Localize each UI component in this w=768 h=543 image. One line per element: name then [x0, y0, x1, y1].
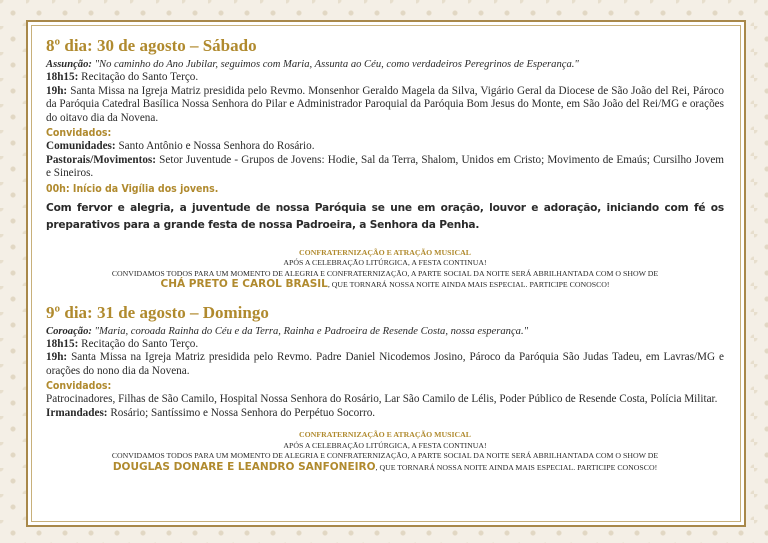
- day-9-rosary: [46, 338, 724, 352]
- day-9-theme: [46, 325, 724, 338]
- day-8-pastorals-text: Setor Juventude - Grupos de Jovens: Hodie, Sal da Terra, Shalom, Unidos em Cristo; Movimento de Emaús; Cursilho Jovem e Sineiros.: [46, 153, 724, 179]
- day-9-guests: Patrocinadores, Filhas de São Camilo, Hospital Nossa Senhora do Rosário, Lar São Camilo de Lélis, Poder Público de Resende Costa, Polícia Militar.: [46, 393, 718, 405]
- day-9-title: 9º dia: 31 de agosto – Domingo: [46, 302, 269, 322]
- day-8-youth-paragraph: Com fervor e alegria, a juventude de nossa Paróquia se une em oração, louvor e adoração, iniciando com fé os preparativos para a grande festa de nossa Padroeira, a Senhora da Penha.: [46, 201, 724, 231]
- day-9-brotherhoods: [46, 407, 724, 421]
- confraternization-1-line2: CONVIDAMOS TODOS PARA UM MOMENTO DE ALEGRIA E CONFRATERNIZAÇÃO, A PARTE SOCIAL DA NOITE SERÁ ABRILHANTADA COM O SHOW DE: [111, 268, 659, 278]
- day-9-mass-text: Santa Missa na Igreja Matriz presidida pelo Revmo. Padre Daniel Nicodemos Josino, Pároco da Paróquia São Judas Tadeu, em Lavras/MG e orações do nono dia da Novena.: [46, 351, 724, 377]
- confraternization-1: [46, 248, 724, 291]
- day-9-mass-time: 19h:: [46, 351, 68, 363]
- confraternization-2-artist: DOUGLAS DONARE E LEANDRO SANFONEIRO: [112, 460, 376, 473]
- day-9-section: [46, 303, 724, 421]
- day-8-guests-heading: Convidados:: [46, 127, 112, 139]
- day-8-rosary-time: 18h15:: [46, 71, 79, 83]
- confraternization-2-title: CONFRATERNIZAÇÃO E ATRAÇÃO MUSICAL: [299, 430, 471, 439]
- day-8-theme-text: "No caminho do Ano Jubilar, seguimos com Maria, Assunta ao Céu, como verdadeiros Peregrinos de Esperança.": [91, 59, 579, 70]
- confraternization-2: [46, 430, 724, 473]
- program-content: [46, 36, 724, 473]
- day-8-communities-label: Comunidades:: [46, 140, 116, 152]
- day-9-mass: [46, 351, 724, 378]
- day-8-rosary: [46, 71, 724, 85]
- day-8-title: 8º dia: 30 de agosto – Sábado: [46, 36, 257, 55]
- day-8-communities: [46, 140, 724, 154]
- day-9-rosary-time: 18h15:: [46, 337, 79, 350]
- day-8-mass-time: 19h:: [46, 84, 68, 97]
- day-8-theme: [46, 58, 724, 71]
- day-9-theme-label: Coroação:: [46, 325, 92, 337]
- confraternization-2-line1: APÓS A CELEBRAÇÃO LITÚRGICA, A FESTA CONTINUA!: [283, 440, 487, 450]
- confraternization-1-title: CONFRATERNIZAÇÃO E ATRAÇÃO MUSICAL: [299, 247, 471, 257]
- day-8-mass-text: Santa Missa na Igreja Matriz presidida pelo Revmo. Monsenhor Geraldo Magela da Silva, Vigário Geral da Diocese de São João del Rei, Pároco da Paróquia Catedral Basílica Nossa Senhora do Pilar e Administrador Paroquial da Paróquia Bom Jesus do Monte, em São João del Rei/MG e orações do oitavo dia da Novena.: [46, 84, 724, 124]
- day-8-communities-text: Santo Antônio e Nossa Senhora do Rosário.: [115, 140, 315, 152]
- day-9-brotherhoods-text: Rosário; Santíssimo e Nossa Senhora do Perpétuo Socorro.: [107, 406, 376, 419]
- day-8-rosary-text: Recitação do Santo Terço.: [78, 71, 199, 83]
- day-8-section: [46, 36, 724, 234]
- confraternization-2-closing: , QUE TORNARÁ NOSSA NOITE AINDA MAIS ESPECIAL. PARTICIPE CONOSCO!: [375, 462, 658, 472]
- day-8-mass: [46, 85, 724, 126]
- confraternization-2-line3: [46, 462, 724, 474]
- day-9-brotherhoods-label: Irmandades:: [46, 406, 108, 419]
- day-8-pastorals: [46, 154, 724, 181]
- confraternization-1-line1: APÓS A CELEBRAÇÃO LITÚRGICA, A FESTA CONTINUA!: [283, 258, 487, 267]
- day-9-theme-text: "Maria, coroada Rainha do Céu e da Terra, Rainha e Padroeira de Resende Costa, nossa esperança.": [91, 325, 529, 337]
- day-9-guests-heading: Convidados:: [46, 380, 112, 392]
- confraternization-2-line2: CONVIDAMOS TODOS PARA UM MOMENTO DE ALEGRIA E CONFRATERNIZAÇÃO, A PARTE SOCIAL DA NOITE SERÁ ABRILHANTADA COM O SHOW DE: [111, 451, 659, 460]
- confraternization-1-closing: , QUE TORNARÁ NOSSA NOITE AINDA MAIS ESPECIAL. PARTICIPE CONOSCO!: [327, 280, 610, 289]
- day-8-vigil: 00h: Início da Vigília dos jovens.: [46, 182, 219, 195]
- confraternization-1-artist: CHÁ PRETO E CAROL BRASIL: [160, 278, 328, 290]
- day-9-rosary-text: Recitação do Santo Terço.: [78, 337, 199, 350]
- day-8-theme-label: Assunção:: [46, 59, 92, 70]
- day-8-pastorals-label: Pastorais/Movimentos:: [46, 153, 156, 166]
- confraternization-1-line3: [46, 279, 724, 291]
